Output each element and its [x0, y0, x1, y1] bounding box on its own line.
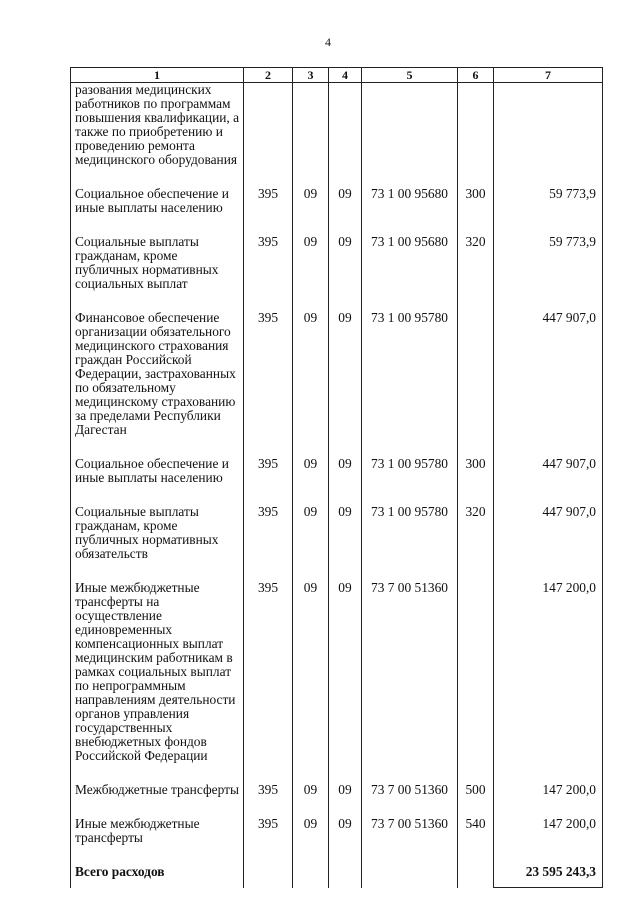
row-subsection: 09 — [329, 505, 362, 581]
page-number: 4 — [325, 35, 331, 49]
row-expense-type — [458, 311, 494, 457]
row-subsection: 09 — [329, 235, 362, 311]
row-target-article: 73 7 00 51360 — [362, 783, 458, 817]
row-name: Социальные выплаты гражданам, кроме публичных нормативных обязательств — [71, 505, 244, 581]
total-empty — [293, 865, 329, 888]
row-expense-type — [458, 581, 494, 783]
row-subsection — [329, 83, 362, 188]
row-target-article: 73 1 00 95680 — [362, 235, 458, 311]
row-admin-code: 395 — [244, 581, 293, 783]
row-admin-code: 395 — [244, 187, 293, 235]
row-name: Межбюджетные трансферты — [71, 783, 244, 817]
table-row — [71, 581, 603, 783]
row-name: Иные межбюджетные трансферты на осуществление единовременных компенсационных выплат медицинским работникам в рамках социальных выплат по непрограммным направлениям деятельности органов управления государственных внебюджетных фондов Российской Федерации — [71, 581, 244, 783]
row-admin-code: 395 — [244, 505, 293, 581]
total-sum: 23 595 243,3 — [494, 865, 603, 888]
row-admin-code: 395 — [244, 457, 293, 505]
row-amount: 447 907,0 — [494, 457, 603, 505]
total-empty — [362, 865, 458, 888]
row-section: 09 — [293, 505, 329, 581]
header-col-4: 4 — [329, 68, 362, 83]
row-section: 09 — [293, 581, 329, 783]
row-section — [293, 83, 329, 188]
row-target-article: 73 1 00 95780 — [362, 457, 458, 505]
row-subsection: 09 — [329, 817, 362, 865]
row-subsection: 09 — [329, 581, 362, 783]
table-row — [71, 311, 603, 457]
row-section: 09 — [293, 783, 329, 817]
row-name: Иные межбюджетные трансферты — [71, 817, 244, 865]
row-section: 09 — [293, 187, 329, 235]
row-expense-type — [458, 83, 494, 188]
row-section: 09 — [293, 311, 329, 457]
row-subsection: 09 — [329, 311, 362, 457]
row-amount: 447 907,0 — [494, 311, 603, 457]
total-empty — [244, 865, 293, 888]
total-label: Всего расходов — [71, 865, 244, 888]
row-expense-type: 540 — [458, 817, 494, 865]
total-empty — [458, 865, 494, 888]
total-row — [71, 865, 603, 888]
expense-table — [70, 67, 603, 888]
row-target-article — [362, 83, 458, 188]
row-name: разования медицинских работников по программам повышения квалификации, а также по приобретению и проведению ремонта медицинского оборудования — [71, 83, 244, 188]
row-section: 09 — [293, 235, 329, 311]
row-amount: 59 773,9 — [494, 235, 603, 311]
row-admin-code: 395 — [244, 235, 293, 311]
row-amount: 147 200,0 — [494, 581, 603, 783]
row-admin-code: 395 — [244, 783, 293, 817]
header-col-2: 2 — [244, 68, 293, 83]
row-amount — [494, 83, 603, 188]
table-row — [71, 235, 603, 311]
row-name: Финансовое обеспечение организации обязательного медицинского страхования граждан Российской Федерации, застрахованных по обязательному медицинскому страхованию за пределами Республики Дагестан — [71, 311, 244, 457]
row-target-article: 73 7 00 51360 — [362, 817, 458, 865]
header-col-5: 5 — [362, 68, 458, 83]
row-subsection: 09 — [329, 783, 362, 817]
row-expense-type: 500 — [458, 783, 494, 817]
row-section: 09 — [293, 457, 329, 505]
row-amount: 59 773,9 — [494, 187, 603, 235]
row-section: 09 — [293, 817, 329, 865]
row-subsection: 09 — [329, 457, 362, 505]
table-row — [71, 783, 603, 817]
row-target-article: 73 1 00 95780 — [362, 505, 458, 581]
table-row — [71, 817, 603, 865]
header-col-6: 6 — [458, 68, 494, 83]
header-col-1: 1 — [71, 68, 244, 83]
row-amount: 147 200,0 — [494, 783, 603, 817]
row-amount: 447 907,0 — [494, 505, 603, 581]
row-expense-type: 320 — [458, 235, 494, 311]
table-row — [71, 187, 603, 235]
header-col-7: 7 — [494, 68, 603, 83]
row-admin-code: 395 — [244, 311, 293, 457]
row-admin-code: 395 — [244, 817, 293, 865]
row-subsection: 09 — [329, 187, 362, 235]
row-target-article: 73 1 00 95780 — [362, 311, 458, 457]
row-name: Социальное обеспечение и иные выплаты населению — [71, 187, 244, 235]
table-header-row — [71, 68, 603, 83]
row-name: Социальные выплаты гражданам, кроме публичных нормативных социальных выплат — [71, 235, 244, 311]
header-col-3: 3 — [293, 68, 329, 83]
row-expense-type: 320 — [458, 505, 494, 581]
row-admin-code — [244, 83, 293, 188]
row-amount: 147 200,0 — [494, 817, 603, 865]
row-name: Социальное обеспечение и иные выплаты населению — [71, 457, 244, 505]
total-empty — [329, 865, 362, 888]
row-target-article: 73 1 00 95680 — [362, 187, 458, 235]
table-row — [71, 83, 603, 188]
row-expense-type: 300 — [458, 457, 494, 505]
row-target-article: 73 7 00 51360 — [362, 581, 458, 783]
table-row — [71, 457, 603, 505]
table-row — [71, 505, 603, 581]
row-expense-type: 300 — [458, 187, 494, 235]
